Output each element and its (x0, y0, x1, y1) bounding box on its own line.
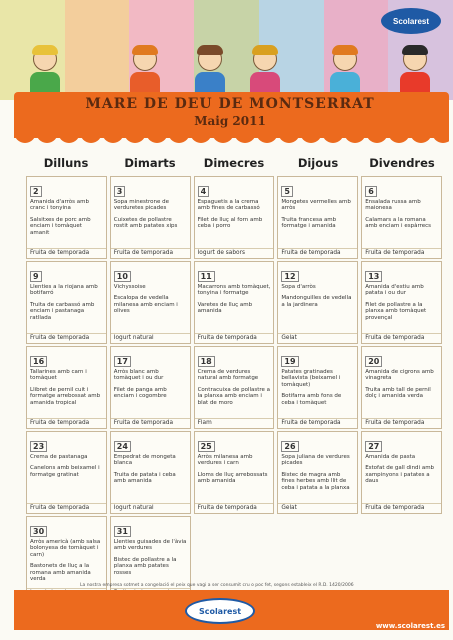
scolarest-logo-top: Scolarest (381, 8, 441, 34)
menu-day-cell (194, 346, 275, 429)
dessert: Iogurt natural (113, 334, 154, 341)
day-header: Dimecres (203, 156, 265, 170)
second-course: Truita amb tall de pernil dolç i amanida verda (365, 386, 431, 400)
first-course: Arròs milanesa amb verdures i carn (197, 454, 253, 467)
dessert: Fruita de temporada (197, 504, 257, 511)
dessert: Fruita de temporada (365, 334, 425, 341)
day-number: 5 (281, 186, 293, 197)
day-number: 12 (281, 271, 298, 282)
dessert: Fruita de temporada (30, 504, 90, 511)
day-header: Dimarts (124, 156, 176, 170)
second-course: Filet de pollastre a la planxa amb tomàquet provençal (365, 301, 427, 321)
day-number: 17 (114, 356, 131, 367)
menu-day-cell (361, 176, 442, 259)
day-number: 16 (30, 356, 47, 367)
first-course: Crema de verdures natural amb formatge (197, 369, 259, 382)
day-number: 19 (281, 356, 298, 367)
page-subtitle: Maig 2011 (194, 114, 266, 128)
second-course: Truita de patata i ceba amb amanida (113, 471, 176, 485)
menu-day-cell (277, 176, 358, 259)
day-number: 3 (114, 186, 126, 197)
day-number: 20 (365, 356, 382, 367)
second-course: Varetes de lluç amb amanida (197, 301, 253, 315)
dessert: Fruita de temporada (281, 419, 341, 426)
dessert: Fruita de temporada (113, 249, 174, 256)
day-headers (24, 156, 444, 170)
day-number: 26 (281, 441, 298, 452)
day-header: Divendres (369, 156, 435, 170)
day-number: 18 (198, 356, 215, 367)
day-number: 11 (198, 271, 215, 282)
dessert: Fruita de temporada (365, 504, 425, 511)
menu-day-cell (361, 346, 442, 429)
dessert: Iogurt de sabors (197, 249, 245, 256)
dessert: Flam (197, 419, 212, 426)
day-number: 10 (114, 271, 131, 282)
menu-day-cell (194, 261, 275, 344)
second-course: Calamars a la romana amb enciam i espàrrecs (365, 216, 432, 230)
second-course: Cuixetes de pollastre rostit amb patates xips (113, 216, 178, 230)
day-number: 2 (30, 186, 42, 197)
menu-day-cell (277, 431, 358, 514)
first-course: Arròs americà (amb salsa bolonyesa de tomàquet i carn) (30, 539, 101, 558)
day-number: 6 (365, 186, 377, 197)
day-number: 9 (30, 271, 42, 282)
second-course: Lloms de lluç arrebossats amb amanida (197, 471, 268, 485)
day-number: 30 (30, 526, 47, 537)
first-course: Vichyssoise (113, 284, 146, 290)
second-course: Mandonguilles de vedella a la jardinera (281, 295, 352, 308)
dessert: Fruita de temporada (281, 249, 341, 256)
first-course: Amanida de cigrons amb vinagreta (365, 369, 434, 382)
second-course: Truita francesa amb formatge i amanida (281, 216, 337, 230)
second-course: Estofat de gall dindi amb xampinyons i patates a daus (365, 465, 435, 485)
second-course: Bistec de magra amb fines herbes amb llit de ceba i patata a la planxa (281, 471, 350, 491)
second-course: Botifarra amb fons de ceba i tomàquet (281, 393, 342, 406)
first-course: Crema de pastanaga (30, 454, 88, 460)
day-number: 4 (198, 186, 210, 197)
scolarest-logo-footer: Scolarest (185, 598, 255, 624)
menu-day-cell (110, 431, 191, 514)
banner-scallop (14, 132, 449, 152)
menu-day-cell (361, 261, 442, 344)
first-course: Llenties a la riojana amb botifarró (30, 284, 98, 297)
dessert: Fruita de temporada (365, 419, 425, 426)
day-number: 31 (114, 526, 131, 537)
menu-day-cell (26, 261, 107, 344)
first-course: Macarrons amb tomàquet, tonyina i formatge (197, 284, 271, 297)
second-course: Escalopa de vedella milanesa amb enciam i olives (113, 295, 178, 315)
menu-day-cell (26, 346, 107, 429)
menu-day-cell (194, 431, 275, 514)
dessert: Fruita de temporada (30, 419, 90, 426)
second-course: Filet de panga amb enciam i cogombre (113, 386, 167, 400)
day-number: 23 (30, 441, 47, 452)
dessert: Fruita de temporada (113, 419, 174, 426)
day-number: 13 (365, 271, 382, 282)
first-course: Amanida d'estiu amb patata i ou dur (365, 284, 424, 297)
menu-day-cell (277, 261, 358, 344)
second-course: Bistec de pollastre a la planxa amb patates rosses (113, 556, 177, 576)
title-box (60, 96, 400, 128)
dessert: Fruita de temporada (365, 249, 425, 256)
menu-day-cell (110, 261, 191, 344)
day-number: 24 (114, 441, 131, 452)
second-course: Truita de carbassó amb enciam i pastanaga ratllada (30, 301, 95, 321)
dessert: Gelat (281, 504, 297, 511)
kids-illustration (30, 36, 440, 100)
first-course: Empedrat de mongeta blanca (113, 454, 176, 467)
footer-url: www.scolarest.es (375, 622, 445, 630)
second-course: Canelons amb beixamel i formatge gratinat (30, 465, 100, 478)
second-course: Bastonets de lluç a la romana amb amanida verda (30, 563, 91, 583)
menu-day-cell (26, 431, 107, 514)
menu-grid (26, 176, 442, 599)
day-header: Dijous (297, 156, 339, 170)
day-number: 25 (198, 441, 215, 452)
second-course: Salsitxes de porc amb enciam i tomàquet amanit (30, 216, 91, 236)
page-title: MARE DE DEU DE MONTSERRAT (85, 96, 375, 112)
dessert: Iogurt natural (113, 504, 154, 511)
first-course: Espaguetis a la crema amb fines de carbassó (197, 199, 260, 212)
dessert: Gelat (281, 334, 297, 341)
first-course: Sopa juliana de verdures picades (281, 454, 350, 467)
first-course: Mongetes vermelles amb arròs (281, 199, 351, 212)
first-course: Tallarines amb carn i tomàquet (30, 369, 87, 382)
day-number: 27 (365, 441, 382, 452)
first-course: Ensalada russa amb maionesa (365, 199, 421, 212)
dessert: Fruita de temporada (30, 249, 90, 256)
day-header: Dilluns (43, 156, 89, 170)
menu-day-cell (110, 346, 191, 429)
dessert: Fruita de temporada (197, 334, 257, 341)
first-course: Sopa minestrone de verduretes picades (113, 199, 170, 212)
menu-day-cell (277, 346, 358, 429)
first-course: Llenties guisades de l'àvia amb verdures (113, 539, 187, 552)
second-course: Llibret de pernil cuit i formatge arrebossat amb amanida tropical (30, 386, 101, 406)
first-course: Patates gratinades bellavista (beixamel i tomàquet) (281, 369, 341, 388)
first-course: Sopa d'arròs (281, 284, 316, 290)
first-course: Amanida d'arròs amb cranc i tonyina (30, 199, 89, 212)
menu-day-cell (194, 176, 275, 259)
menu-day-cell (26, 176, 107, 259)
second-course: Filet de lluç al forn amb ceba i porro (197, 216, 263, 230)
second-course: Contracuixa de pollastre a la planxa amb enciam i blat de moro (197, 386, 271, 406)
legal-note: La nostra empresa sotmet a congelació el peix que vagi a ser consumit cru o poc fet, segons estableix el R.D. 1420/2006 (80, 583, 354, 588)
dessert: Fruita de temporada (30, 334, 90, 341)
menu-day-cell (110, 176, 191, 259)
menu-day-cell (361, 431, 442, 514)
first-course: Amanida de pasta (365, 454, 416, 460)
first-course: Arròs blanc amb tomàquet i ou dur (113, 369, 164, 382)
